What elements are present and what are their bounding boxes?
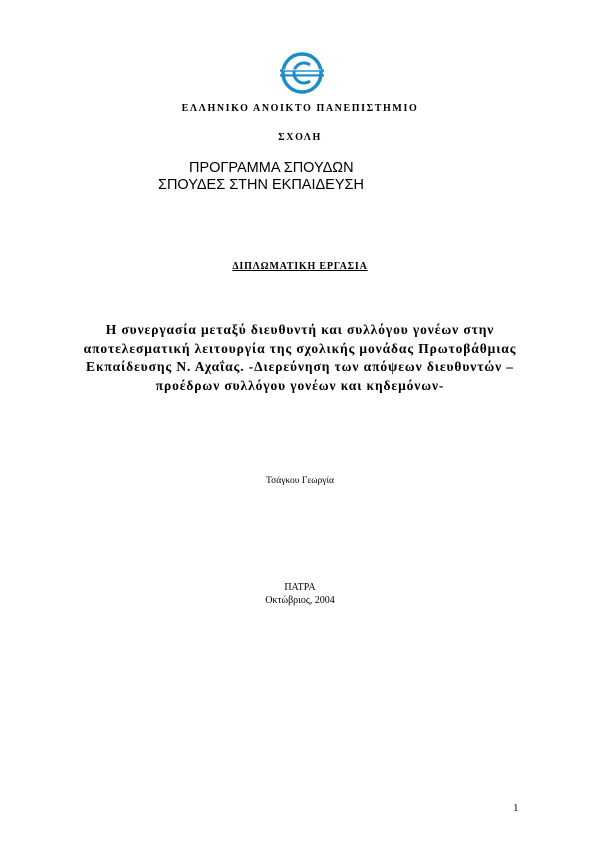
author-name: Τσάγκου Γεωργία bbox=[265, 476, 335, 486]
date: Οκτώβριος, 2004 bbox=[265, 595, 335, 606]
university-name: ΕΛΛΗΝΙΚΟ ΑΝΟΙΚΤΟ ΠΑΝΕΠΙΣΤΗΜΙΟ bbox=[181, 103, 419, 114]
program-line-1: ΠΡΟΓΡΑΜΜΑ ΣΠΟΥΔΩΝ bbox=[189, 160, 354, 176]
school-name: ΣΧΟΛΗ bbox=[278, 132, 322, 143]
program-heading bbox=[158, 160, 364, 194]
title-line-4: προέδρων συλλόγου γονέων και κηδεμόνων- bbox=[155, 377, 445, 393]
page-number: 1 bbox=[513, 802, 519, 814]
city: ΠΑΤΡΑ bbox=[284, 582, 316, 593]
thesis-title bbox=[50, 321, 550, 395]
title-line-1: Η συνεργασία μεταξύ διευθυντή και συλλόγου γονέων στην bbox=[105, 322, 495, 337]
title-line-2: αποτελεσματική λειτουργία της σχολικής μονάδας Πρωτοβάθμιας bbox=[83, 340, 517, 356]
university-logo-icon bbox=[279, 52, 325, 94]
title-line-3: Εκπαίδευσης Ν. Αχαΐας. -Διερεύνηση των απόψεων διευθυντών – bbox=[86, 359, 514, 374]
program-line-2: ΣΠΟΥΔΕΣ ΣΤΗΝ ΕΚΠΑΙΔΕΥΣΗ bbox=[158, 177, 364, 193]
document-type: ΔΙΠΛΩΜΑΤΙΚΗ ΕΡΓΑΣΙΑ bbox=[232, 261, 368, 272]
